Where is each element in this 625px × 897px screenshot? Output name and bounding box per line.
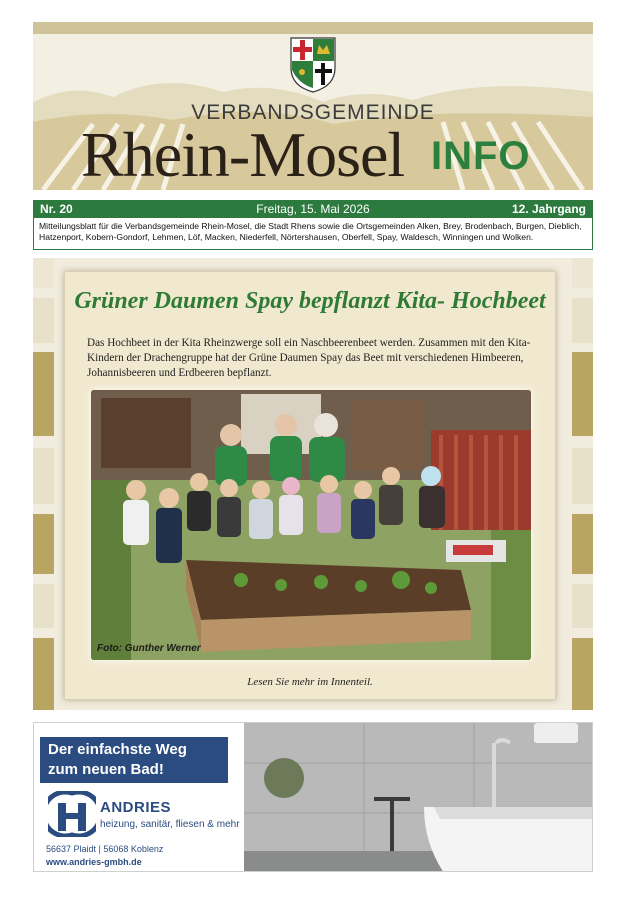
masthead-name: Rhein-Mosel <box>81 119 405 190</box>
issue-volume: 12. Jahrgang <box>511 202 586 216</box>
masthead-info: INFO <box>431 134 531 178</box>
cover-story-body: Das Hochbeet in der Kita Rheinzwerge soll ein Naschbeerenbeet werden. Zusammen mit den Kita-Kindern der Drachengruppe hat der Grüne Daumen Spay das Beet mit verschiedenen Himbeeren, Johannisbeeren und Erdbeeren bepflanzt. <box>87 337 531 379</box>
ad-headline-line2: zum neuen Bad! <box>48 761 164 778</box>
andries-logo-icon <box>48 791 96 837</box>
side-stripe <box>33 352 54 436</box>
side-stripe <box>572 352 593 436</box>
ad-slogan: heizung, sanitär, fliesen & mehr <box>100 819 240 830</box>
side-stripe <box>572 448 593 504</box>
side-stripe <box>572 258 593 288</box>
cover-story-headline: Grüner Daumen Spay bepflanzt Kita- Hochbeet <box>74 288 546 314</box>
side-stripe <box>572 584 593 628</box>
bathroom-illustration <box>244 723 593 872</box>
ad-bathroom-image <box>244 723 593 872</box>
ad-brand: ANDRIES <box>100 799 172 816</box>
side-stripe <box>33 448 54 504</box>
side-stripe <box>572 638 593 710</box>
side-stripe <box>572 298 593 343</box>
side-stripe <box>33 258 54 288</box>
coat-of-arms-icon <box>289 36 337 94</box>
issue-bar <box>33 200 593 218</box>
issue-number: Nr. 20 <box>40 202 73 216</box>
masthead <box>33 22 593 190</box>
ad-address: 56637 Plaidt | 56068 Koblenz <box>46 844 164 854</box>
side-stripe <box>33 298 54 343</box>
masthead-top-line: VERBANDSGEMEINDE <box>191 101 435 124</box>
advertisement[interactable] <box>33 722 593 872</box>
ad-headline-box <box>40 737 228 783</box>
ad-website-link[interactable]: www.andries-gmbh.de <box>46 857 142 867</box>
cover-story-read-more: Lesen Sie mehr im Innenteil. <box>247 676 373 688</box>
side-stripe <box>572 514 593 574</box>
issue-subtitle: Mitteilungsblatt für die Verbandsgemeinde Rhein-Mosel, die Stadt Rhens sowie die Ortsgemeinden Alken, Brey, Brodenbach, Burgen, Dieblich, Hatzenport, Kobern-Gondorf, Lehmen, Löf, Macken, Niederfell, Nörtershausen, Oberfell, Spay, Waldesch, Winningen und Wolken. <box>33 218 593 250</box>
cover-photo-illustration <box>91 390 531 660</box>
cover-photo <box>91 390 531 660</box>
ad-headline-line1: Der einfachste Weg <box>48 741 187 758</box>
side-stripe <box>33 584 54 628</box>
cover-story-card <box>64 271 556 700</box>
issue-date: Freitag, 15. Mai 2026 <box>256 202 370 216</box>
side-stripe <box>33 638 54 710</box>
photo-credit: Foto: Gunther Werner <box>97 643 201 654</box>
masthead-top-band <box>33 22 593 34</box>
side-stripe <box>33 514 54 574</box>
